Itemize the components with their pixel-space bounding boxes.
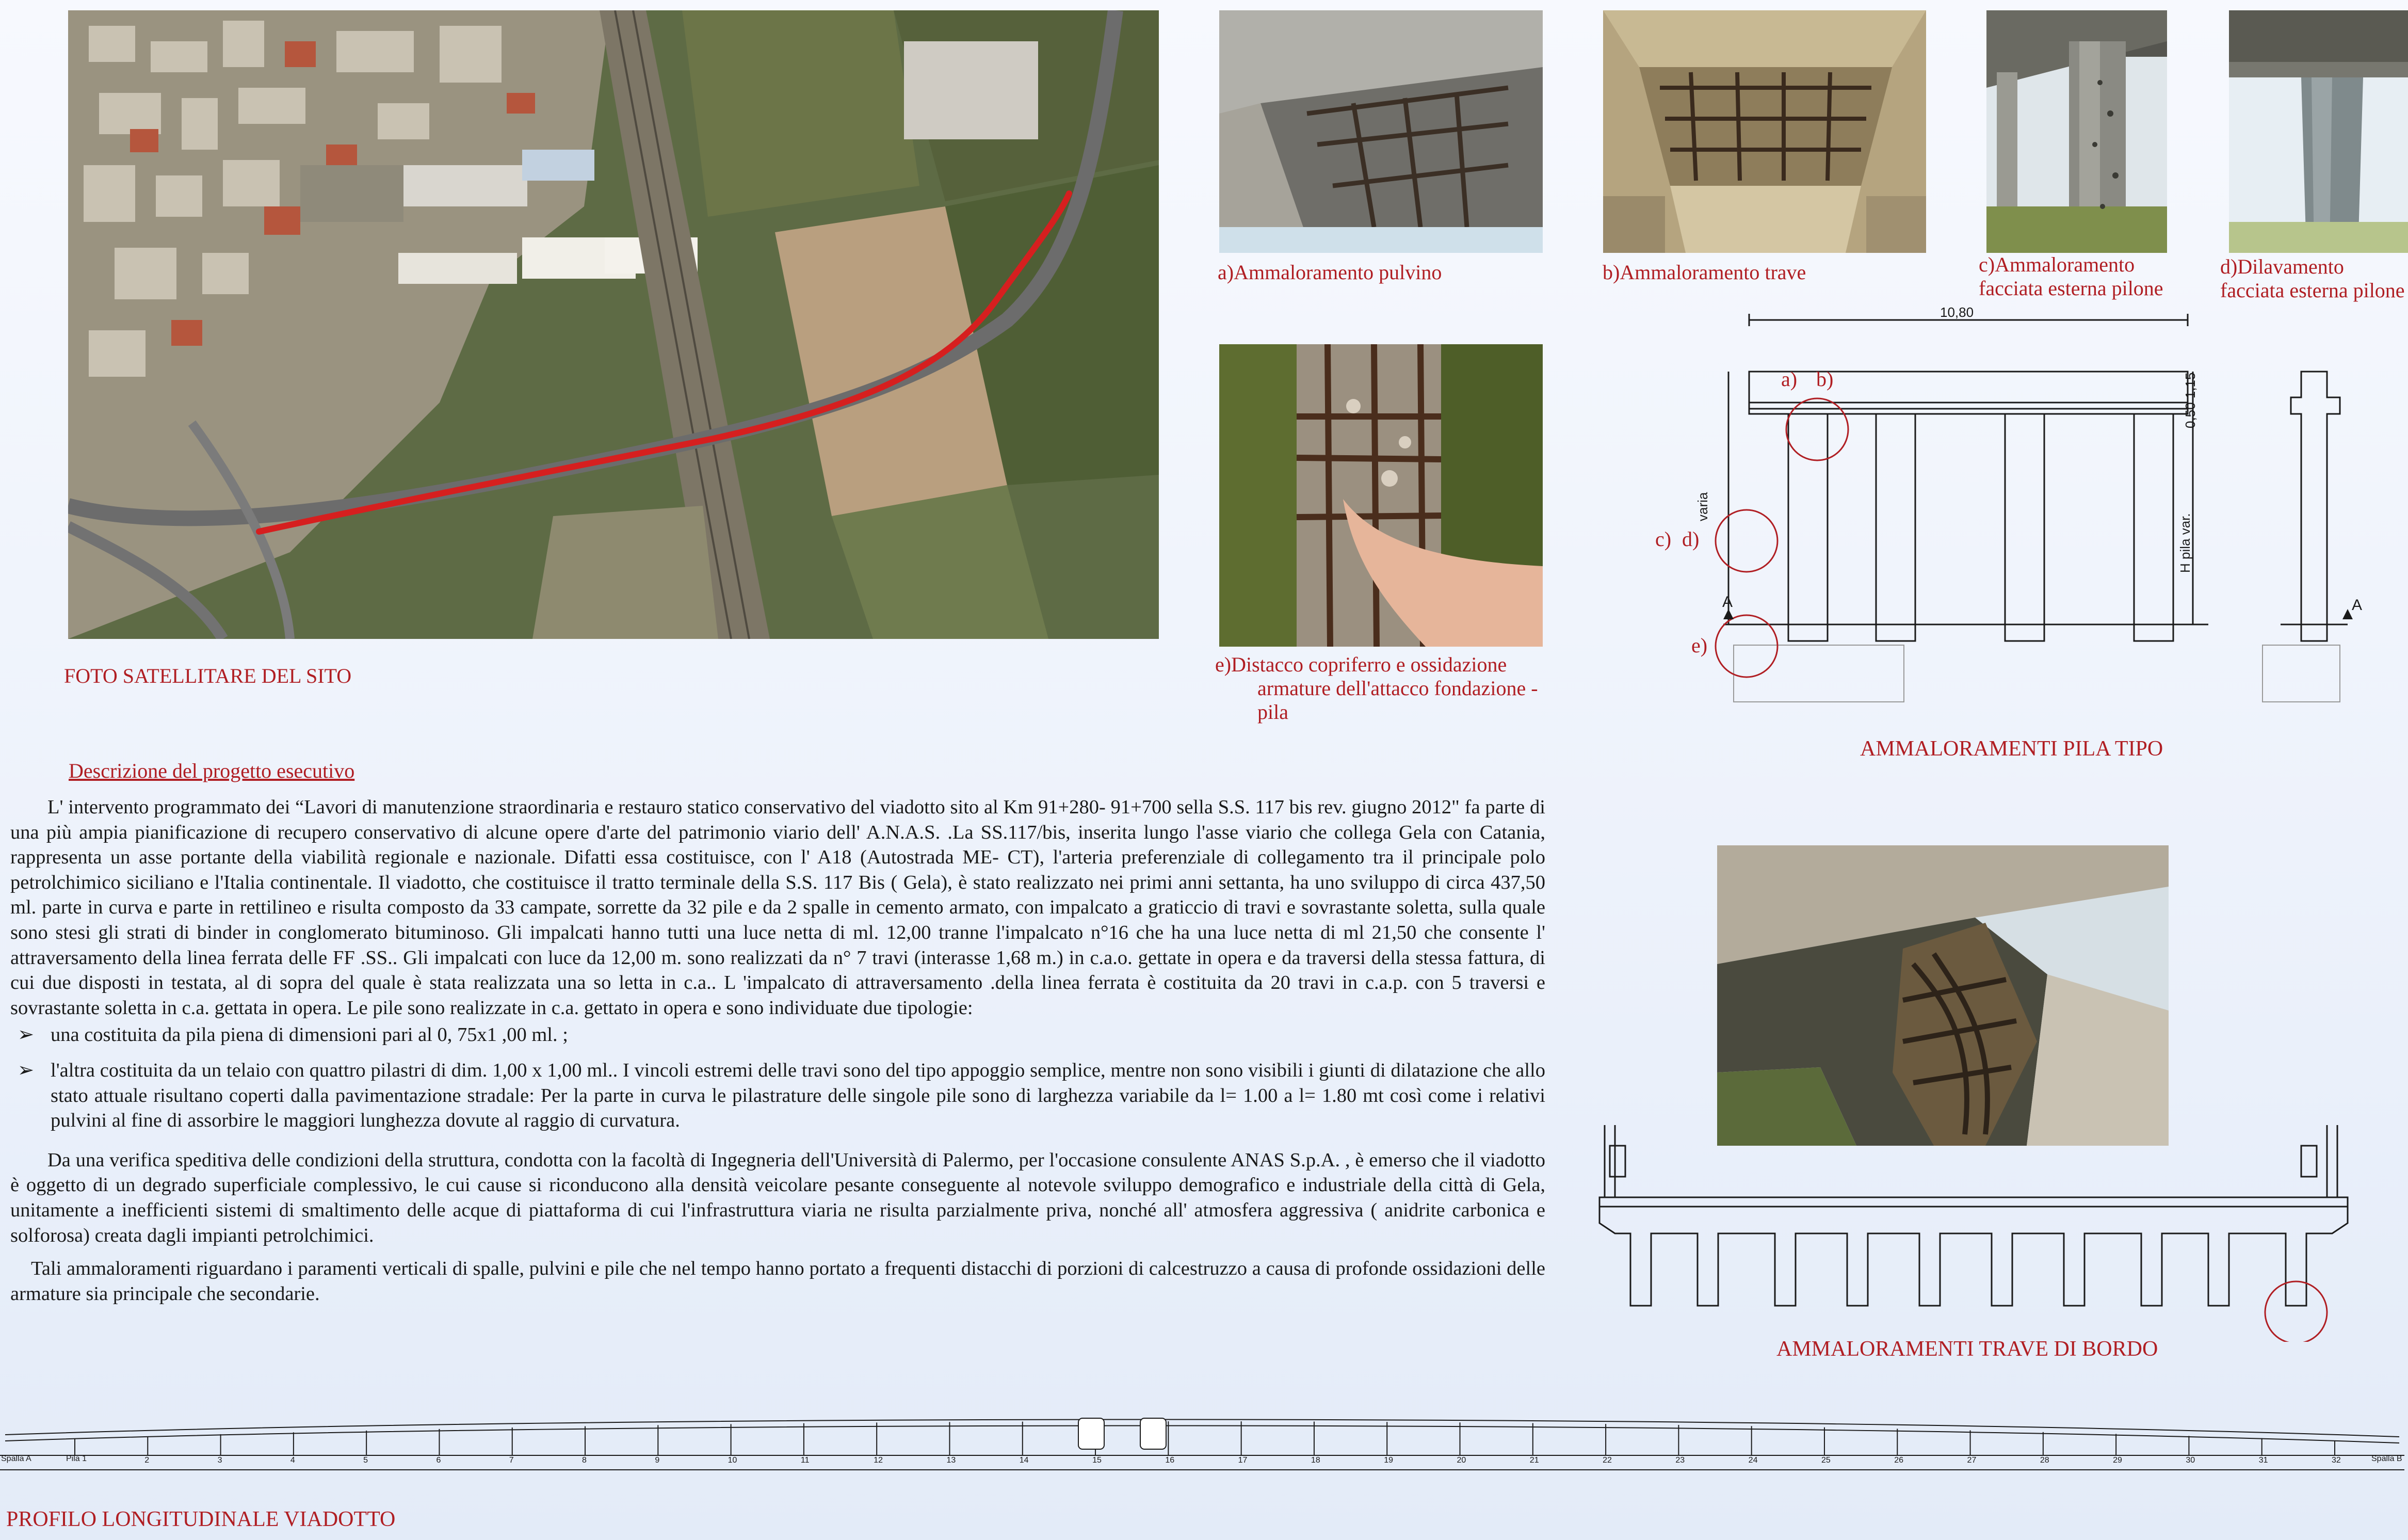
profile-pier-number: 11 [800,1456,810,1465]
profile-pier-number: 23 [1675,1456,1685,1465]
description-body [10,795,1545,1306]
profile-pier-number: 27 [1967,1456,1977,1465]
profile-pier-number: 16 [1165,1456,1175,1465]
spalla-a-label: Spalla A [1,1454,31,1463]
bullet-icon: ➢ [17,1024,35,1046]
profile-pier-number: 22 [1603,1456,1612,1465]
section-mark-left: A [1722,593,1733,611]
profile-pier-number: 26 [1894,1456,1904,1465]
profile-pier-number: 21 [1529,1456,1539,1465]
photo-c-caption: c)Ammaloramento facciata esterna pilone [1979,253,2163,300]
pila-1-label: Pila 1 [66,1454,87,1463]
profile-pier-number: 14 [1019,1456,1029,1465]
photo-e-fondazione [1219,344,1543,647]
profile-pier-number: 8 [582,1456,587,1465]
trave-bordo-drawing [1584,1115,2358,1342]
dim-width-label: 10,80 [1940,304,1974,320]
label-e: e) [1691,634,1708,657]
section-mark-right: A [2352,597,2363,614]
label-b: b) [1816,367,1834,391]
photo-a-pulvino [1219,10,1543,253]
profile-pier-number: 19 [1384,1456,1394,1465]
photo-a-caption: a)Ammaloramento pulvino [1218,261,1442,284]
profile-pier-number: 31 [2258,1456,2268,1465]
photo-trave-bordo [1717,845,2169,1146]
profile-pier-number: 30 [2186,1456,2195,1465]
photo-c-pilone [1986,10,2167,253]
description-para2: Da una verifica speditiva delle condizioni della struttura, condotta con la facoltà di Ingegneria dell'Università di Palermo, per l'occasione consulente ANAS S.p.A. , è emerso che il viadotto è oggetto di un degrado superficiale complessivo, le cui cause si riconducono alla densità veicolare pesante conseguente al notevole sviluppo demografico e industriale della città di Gela, unitamente a inefficienti sistemi di smaltimento delle acque di piattaforma di cui l'infrastruttura viaria ne risulta parzialmente priva, nonché all' atmosfera aggressiva ( anidrite carbonica e solforosa) creata dagli impianti petrolchimici. [10,1149,1545,1246]
profile-pier-number: 24 [1748,1456,1758,1465]
profile-pier-number: 3 [217,1456,222,1465]
spalla-b-label: Spalla B [2371,1454,2402,1463]
bullet-icon: ➢ [17,1059,35,1081]
photo-d-caption: d)Dilavamento facciata esterna pilone [2220,255,2405,302]
dim-top-label: 0,50 1,15 [2183,372,2198,428]
profile-pier-number: 5 [363,1456,368,1465]
profile-pier-number: 12 [874,1456,883,1465]
profile-pier-number: 18 [1311,1456,1320,1465]
photo-e-caption: e)Distacco copriferro e ossidazione armature dell'attacco fondazione - pila [1215,653,1538,724]
dim-side-label: varia [1695,492,1710,521]
bullet-item-2: ➢ l'altra costituita da un telaio con quattro pilastri di dim. 1,00 x 1,00 ml.. I vincoli estremi delle travi sono del tipo appoggio semplice, mentre non sono visibili i giunti di dilatazione che allo stato attuale risultano coperti dalla pavimentazione stradale: Per la parte in curva le pilastrature delle singole pile sono di larghezza variabile da l= 1.00 a l= 1.80 mt così come i relativi pulvini al fine di assorbire le maggiori lunghezza dovute al raggio di curvatura. [10,1058,1545,1133]
label-a: a) [1781,367,1798,391]
profile-pier-number: 20 [1457,1456,1466,1465]
bullet-item-1: ➢ una costituita da pila piena di dimensioni pari al 0, 75x1 ,00 ml. ; [10,1022,1545,1048]
description-heading: Descrizione del progetto esecutivo [69,759,355,782]
profile-pier-number: 9 [655,1456,660,1465]
trave-bordo-title: AMMALORAMENTI TRAVE DI BORDO [1776,1337,2158,1361]
profile-pier-number: 7 [509,1456,514,1465]
profile-pier-number: 2 [144,1456,150,1465]
profile-pier-number: 15 [1092,1456,1102,1465]
profile-pier-number: 17 [1238,1456,1248,1465]
profile-pier-number: 28 [2040,1456,2049,1465]
profile-pier-number: 10 [728,1456,737,1465]
profile-pier-number: 13 [946,1456,956,1465]
profile-pier-number: 4 [290,1456,295,1465]
photo-d-pilone [2229,10,2408,253]
pila-tipo-title: AMMALORAMENTI PILA TIPO [1860,737,2163,761]
profile-pier-number: 6 [436,1456,441,1465]
description-para3: Tali ammaloramenti riguardano i paramenti verticali di spalle, pulvini e pile che nel tempo hanno portato a frequenti distacchi di porzioni di calcestruzzo a causa di profonde ossidazioni delle armature sia principale che secondarie. [10,1258,1545,1305]
photo-b-trave [1603,10,1926,253]
label-d: d) [1682,527,1700,551]
profile-pier-number: 32 [2332,1456,2341,1465]
longitudinal-profile [0,1393,2408,1486]
satellite-caption: FOTO SATELLITARE DEL SITO [64,664,352,687]
dim-height-label: H pila var. [2177,513,2193,573]
label-c: c) [1655,527,1672,551]
profile-pier-number: 25 [1821,1456,1831,1465]
profile-pier-number: 29 [2113,1456,2122,1465]
profile-title: PROFILO LONGITUDINALE VIADOTTO [6,1507,396,1531]
satellite-photo [68,10,1159,639]
pila-tipo-drawing [1646,294,2404,707]
description-para1: L' intervento programmato dei “Lavori di manutenzione straordinaria e restauro statico conservativo del viadotto sito al Km 91+280- 91+700 sella S.S. 117 bis rev. giugno 2012" fa parte di una più ampia pianificazione di recupero conservativo di alcune opere d'arte del patrimonio viario dell' A.N.A.S. .La SS.117/bis, inserita lungo l'asse viario che collega Gela con Catania, rappresenta un asse portante della viabilità regionale e nazionale. Difatti essa costituisce, con l' A18 (Autostrada ME- CT), l'arteria preferenziale di collegamento tra il principale polo petrolchimico siciliano e l'Italia continentale. Il viadotto, che costituisce il tratto terminale della S.S. 117 Bis ( Gela), è stato realizzato nei primi anni settanta, ha uno sviluppo di circa 437,50 ml. parte in curva e parte in rettilineo e risulta composto da 33 campate, sorrette da 32 pile e da 2 spalle in cemento armato, con impalcato a graticcio di travi e sovrastante soletta, sulla quale sono stesi gli strati di binder in conglomerato bituminoso. Gli impalcati hanno tutti una luce netta di ml. 12,00 tranne l'impalcato n°16 che ha una luce netta di ml 21,50 che consente l' attraversamento della linea ferrata delle FF .SS.. Gli impalcati con luce da 12,00 m. sono realizzati da n° 7 travi (interasse 1,68 m.) in c.a.o. gettate in opera e da traversi della stessa fattura, di cui due disposti in testata, al di sopra del quale è stata realizzata una so letta in c.a.. L 'impalcato di attraversamento .della linea ferrata è costituita da 20 travi in c.a.p. con 5 traversi e sovrastante soletta in c.a. gettata in opera. Le pile sono realizzate in c.a. gettato in opera e sono individuate due tipologie: [10,796,1545,1019]
photo-b-caption: b)Ammaloramento trave [1603,261,1806,284]
